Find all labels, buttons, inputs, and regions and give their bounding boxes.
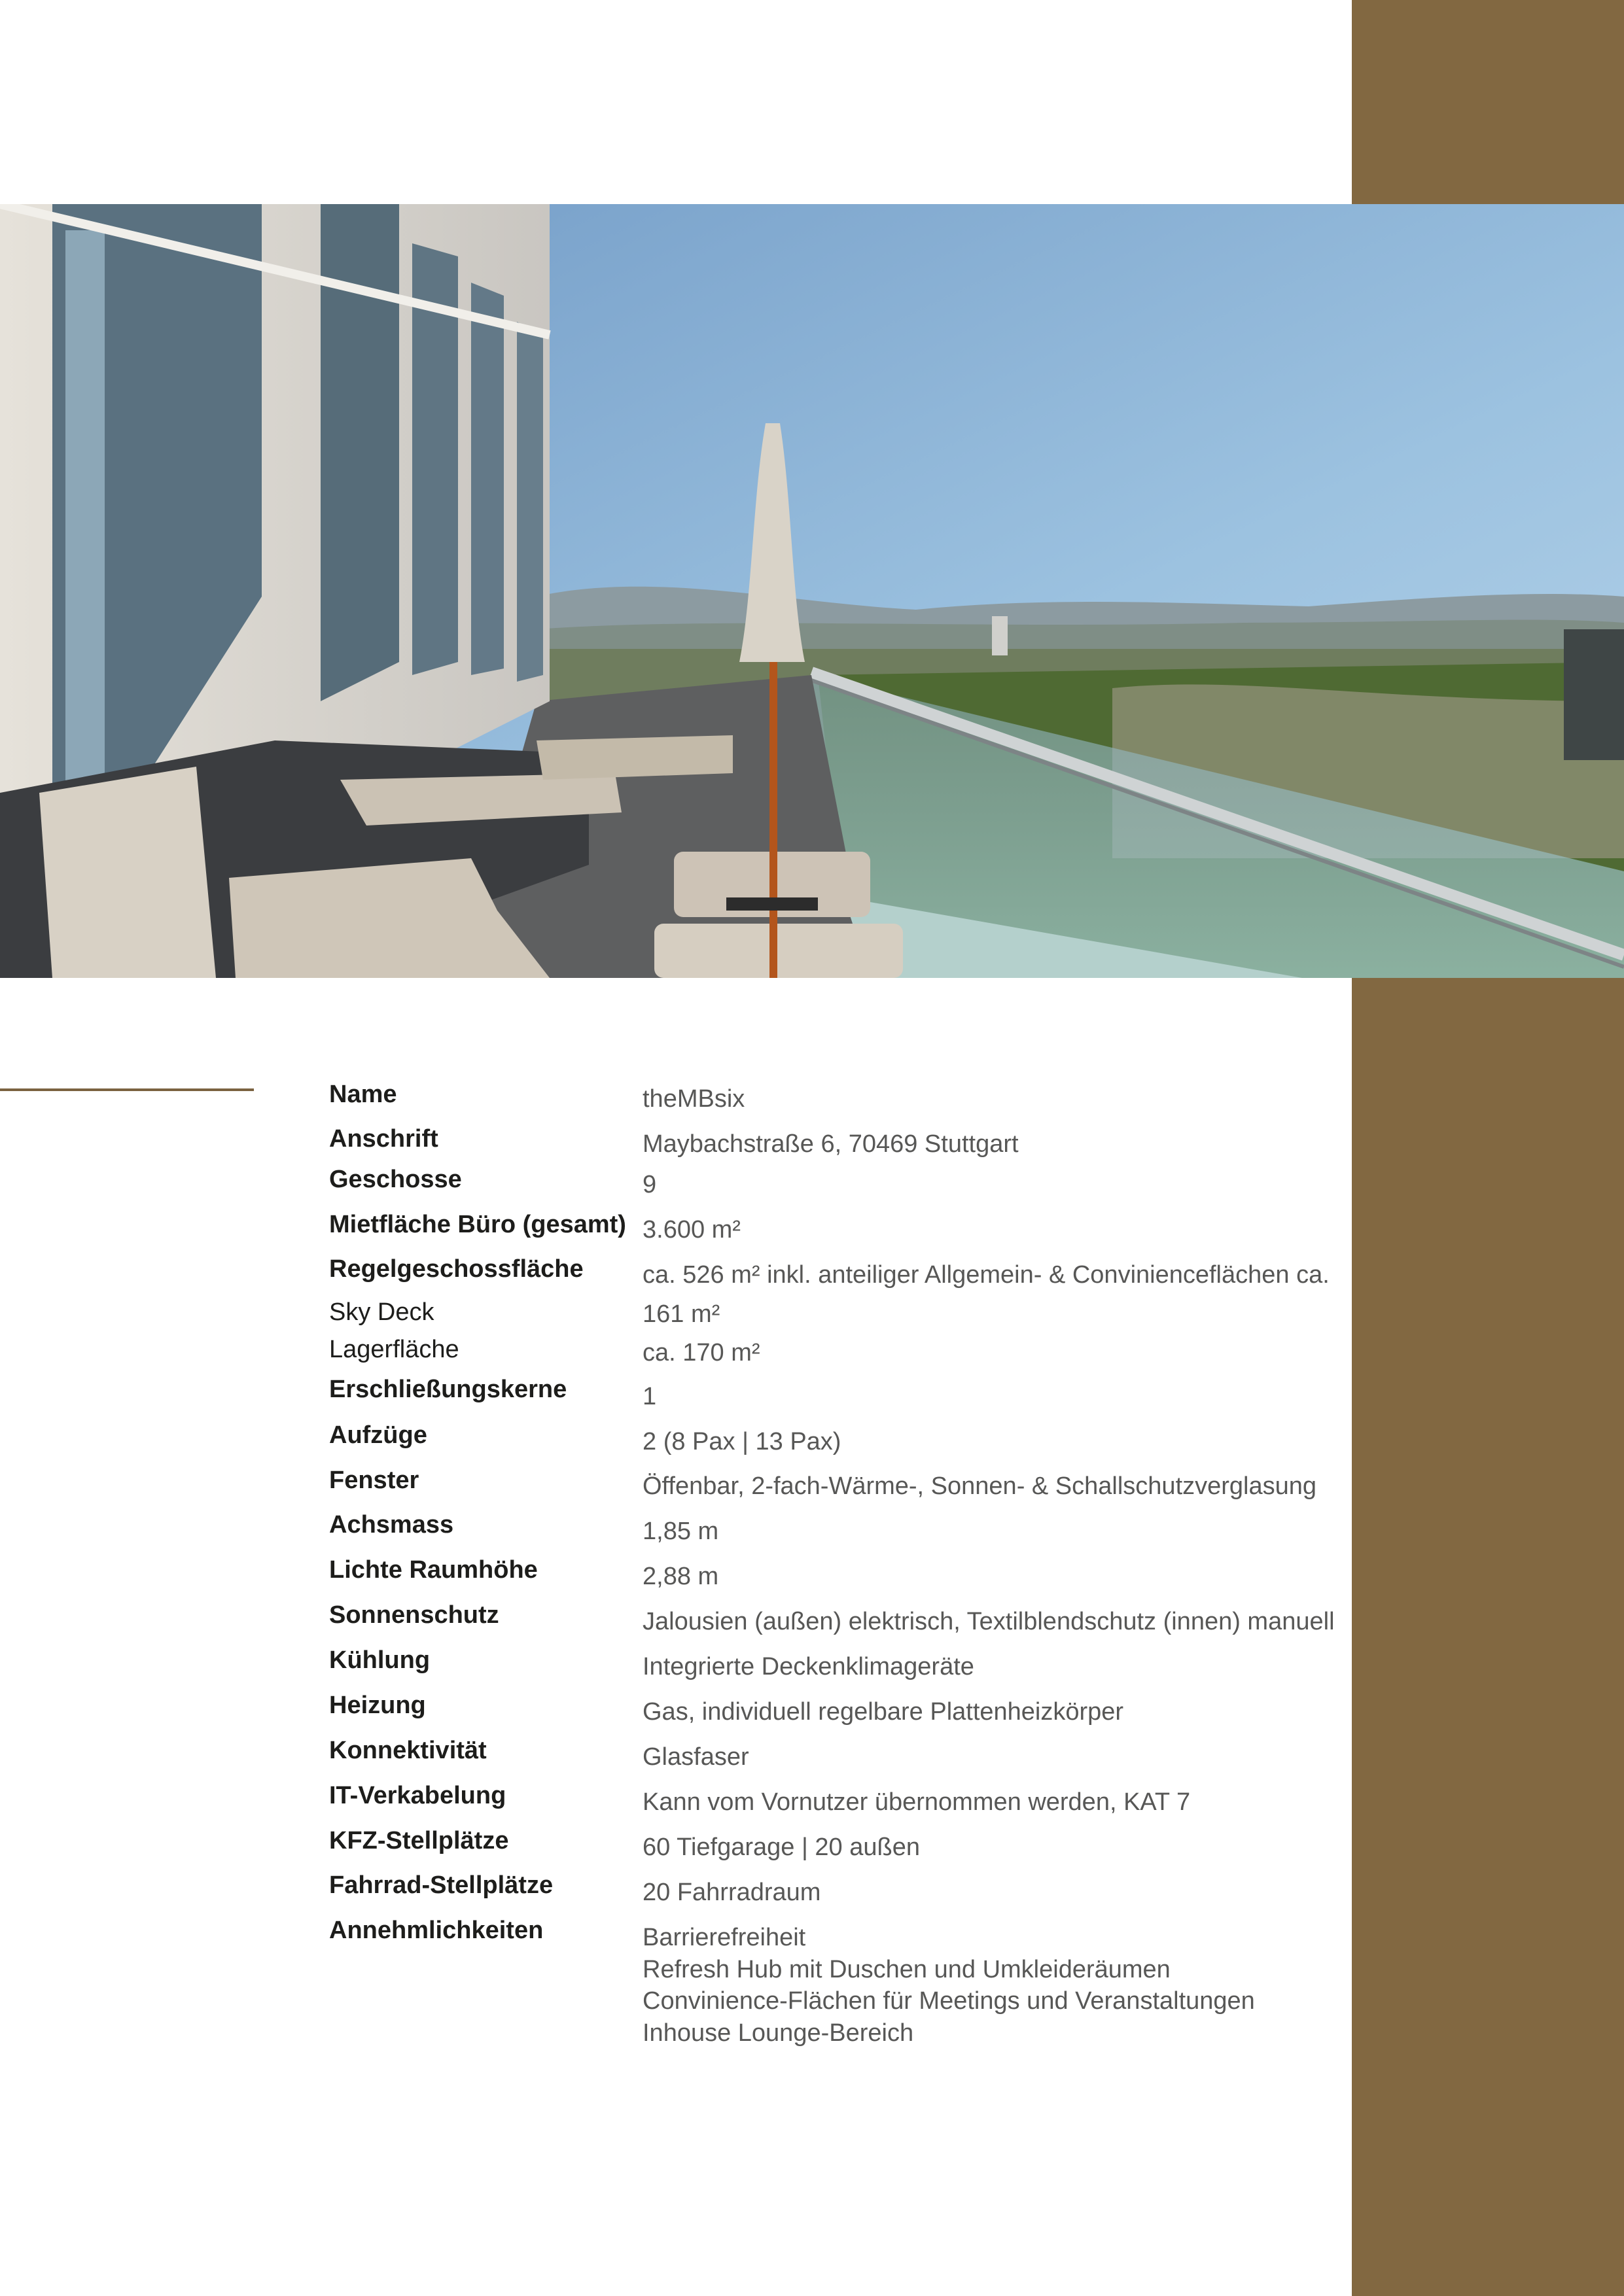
spec-value: Glasfaser — [643, 1743, 749, 1771]
spec-value: Kann vom Vornutzer übernommen werden, KAT 7 — [643, 1788, 1191, 1816]
spec-label: Regelgeschossfläche — [329, 1255, 584, 1283]
spec-label: Mietfläche Büro (gesamt) — [329, 1211, 626, 1238]
spec-label: Erschließungskerne — [329, 1376, 567, 1403]
spec-label: Aufzüge — [329, 1421, 427, 1449]
amenity-item: Inhouse Lounge-Bereich — [643, 2019, 914, 2047]
spec-label: KFZ-Stellplätze — [329, 1827, 509, 1854]
spec-label: Sonnenschutz — [329, 1601, 499, 1629]
spec-value: Gas, individuell regelbare Plattenheizkörper — [643, 1698, 1124, 1726]
spec-label: Lagerfläche — [329, 1336, 459, 1363]
spec-value: 2 (8 Pax | 13 Pax) — [643, 1428, 841, 1455]
spec-label: Fenster — [329, 1467, 419, 1494]
spec-label: Geschosse — [329, 1166, 462, 1193]
spec-value: 60 Tiefgarage | 20 außen — [643, 1834, 920, 1861]
rooftop-terrace-photo — [0, 204, 1624, 978]
divider-rule — [0, 1088, 254, 1091]
spec-label: Annehmlichkeiten — [329, 1917, 544, 1944]
spec-value: 1,85 m — [643, 1518, 719, 1545]
spec-value: 2,88 m — [643, 1563, 719, 1590]
spec-label: IT-Verkabelung — [329, 1782, 506, 1809]
spec-label: Achsmass — [329, 1511, 454, 1539]
spec-value: Öffenbar, 2-fach-Wärme-, Sonnen- & Schallschutzverglasung — [643, 1472, 1317, 1500]
spec-value: 3.600 m² — [643, 1216, 741, 1244]
spec-value: Jalousien (außen) elektrisch, Textilblendschutz (innen) manuell — [643, 1608, 1335, 1635]
spec-label: Anschrift — [329, 1125, 438, 1153]
spec-value: 161 m² — [643, 1300, 720, 1328]
spec-label: Kühlung — [329, 1646, 431, 1674]
spec-value: 20 Fahrradraum — [643, 1879, 821, 1906]
amenity-item: Convinience-Flächen für Meetings und Veranstaltungen — [643, 1987, 1255, 2015]
amenity-item: Refresh Hub mit Duschen und Umkleideräumen — [643, 1956, 1171, 1983]
spec-label: Fahrrad-Stellplätze — [329, 1871, 554, 1899]
spec-label: Name — [329, 1081, 397, 1108]
spec-value: ca. 526 m² inkl. anteiliger Allgemein- & Convinienceflächen ca. — [643, 1261, 1330, 1289]
spec-value: ca. 170 m² — [643, 1339, 760, 1366]
spec-label: Sky Deck — [329, 1298, 434, 1326]
spec-value: Maybachstraße 6, 70469 Stuttgart — [643, 1130, 1019, 1158]
spec-label: Heizung — [329, 1692, 426, 1719]
spec-value: theMBsix — [643, 1085, 745, 1113]
spec-label: Lichte Raumhöhe — [329, 1556, 538, 1584]
spec-value: Integrierte Deckenklimageräte — [643, 1653, 974, 1680]
spec-value: 9 — [643, 1171, 657, 1198]
spec-value: 1 — [643, 1383, 657, 1410]
spec-value: Barrierefreiheit — [643, 1924, 806, 1951]
spec-label: Konnektivität — [329, 1737, 487, 1764]
